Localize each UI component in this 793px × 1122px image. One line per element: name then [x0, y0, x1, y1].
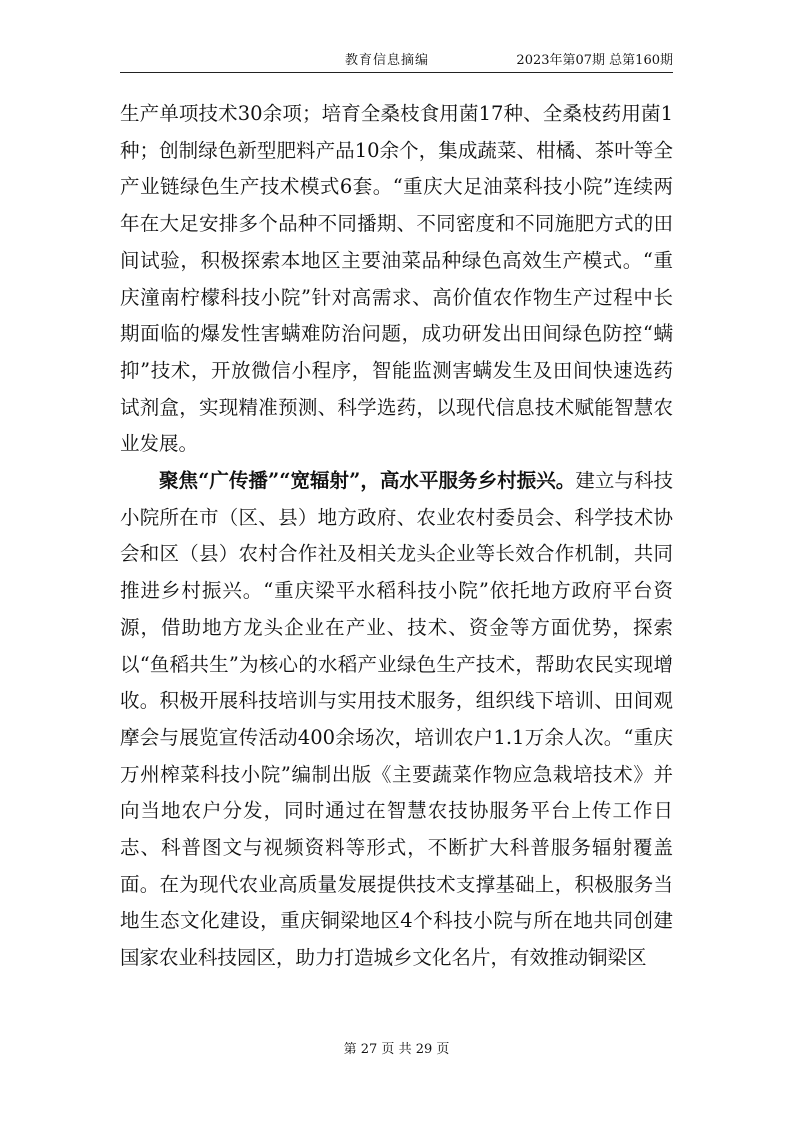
paragraph-broadcast — [120, 463, 673, 977]
page-header — [120, 50, 673, 73]
issue-number: 2023年第07期 总第160期 — [516, 53, 673, 68]
paragraph-text: 建立与科技小院所在市（区、县）地方政府、农业农村委员会、科学技术协会和区（县）农村合作社及相关龙头企业等长效合作机制，共同推进乡村振兴。“重庆梁平水稻科技小院”依托地方政府平台资源，借助地方龙头企业在产业、技术、资金等方面优势，探索以“鱼稻共生”为核心的水稻产业绿色生产技术，帮助农民实现增收。积极开展科技培训与实用技术服务，组织线下培训、田间观摩会与展览宣传活动400余场次，培训农户1.1万余人次。“重庆万州榨菜科技小院”编制出版《主要蔬菜作物应急栽培技术》并向当地农户分发，同时通过在智慧农技协服务平台上传工作日志、科普图文与视频资料等形式，不断扩大科普服务辐射覆盖面。在为现代农业高质量发展提供技术支撑基础上，积极服务当地生态文化建设，重庆铜梁地区4个科技小院与所在地共同创建国家农业科技园区，助力打造城乡文化名片，有效推动铜梁区 — [120, 469, 673, 970]
paragraph-continued — [120, 96, 673, 463]
page-number: 第 27 页 共 29 页 — [343, 1042, 450, 1057]
page-footer — [0, 1040, 793, 1060]
paragraph-text: 生产单项技术30余项；培育全桑枝食用菌17种、全桑枝药用菌1种；创制绿色新型肥料产品10余个，集成蔬菜、柑橘、茶叶等全产业链绿色生产技术模式6套。“重庆大足油菜科技小院”连续两年在大足安排多个品种不同播期、不同密度和不同施肥方式的田间试验，积极探索本地区主要油菜品种绿色高效生产模式。“重庆潼南柠檬科技小院”针对高需求、高价值农作物生产过程中长期面临的爆发性害螨难防治问题，成功研发出田间绿色防控“螨抑”技术，开放微信小程序，智能监测害螨发生及田间快速选药试剂盒，实现精准预测、科学选药，以现代信息技术赋能智慧农业发展。 — [120, 102, 673, 456]
article-body — [120, 96, 673, 977]
paragraph-lead-heading: 聚焦“广传播”“宽辐射”，高水平服务乡村振兴。 — [159, 469, 576, 493]
journal-title: 教育信息摘编 — [345, 53, 430, 68]
